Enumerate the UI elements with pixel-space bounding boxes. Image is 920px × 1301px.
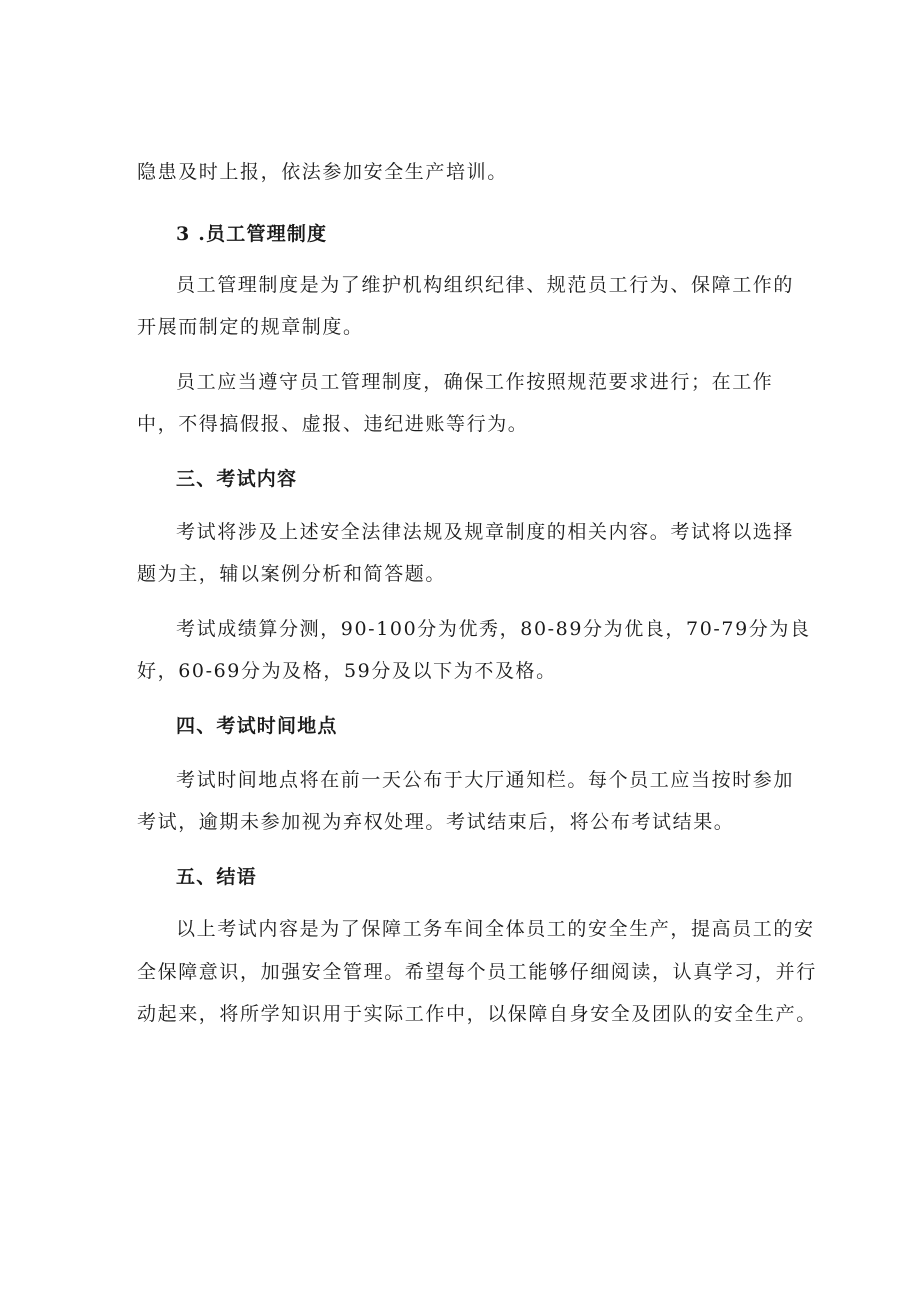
paragraph-line: 开展而制定的规章制度。 [137,316,364,338]
paragraph-line: 动起来，将所学知识用于实际工作中，以保障自身安全及团队的安全生产。 [137,1003,817,1025]
paragraph-line: 考试成绩算分测，90-100分为优秀，80-89分为优良，70-79分为良 [176,618,811,640]
section-heading-exam-content: 三、考试内容 [176,468,298,490]
paragraph-line: 全保障意识，加强安全管理。希望每个员工能够仔细阅读，认真学习，并行 [137,961,817,983]
paragraph-line: 题为主，辅以案例分析和简答题。 [137,563,447,585]
paragraph-line: 考试将涉及上述安全法律法规及规章制度的相关内容。考试将以选择 [176,521,795,543]
section-heading-conclusion: 五、结语 [176,866,257,888]
paragraph-line: 隐患及时上报，依法参加安全生产培训。 [137,161,508,183]
section-heading-3: 3 .员工管理制度 [176,223,328,245]
paragraph-line: 好，60-69分为及格，59分及以下为不及格。 [137,660,557,682]
paragraph-line: 考试，逾期未参加视为弃权处理。考试结束后，将公布考试结果。 [137,811,735,833]
section-heading-exam-time-place: 四、考试时间地点 [176,715,338,737]
paragraph-line: 员工应当遵守员工管理制度，确保工作按照规范要求进行；在工作 [176,371,774,393]
paragraph-line: 考试时间地点将在前一天公布于大厅通知栏。每个员工应当按时参加 [176,769,795,791]
paragraph-line: 中，不得搞假报、虚报、违纪进账等行为。 [137,413,529,435]
paragraph-line: 以上考试内容是为了保障工务车间全体员工的安全生产，提高员工的安 [176,918,815,940]
paragraph-line: 员工管理制度是为了维护机构组织纪律、规范员工行为、保障工作的 [176,274,795,296]
